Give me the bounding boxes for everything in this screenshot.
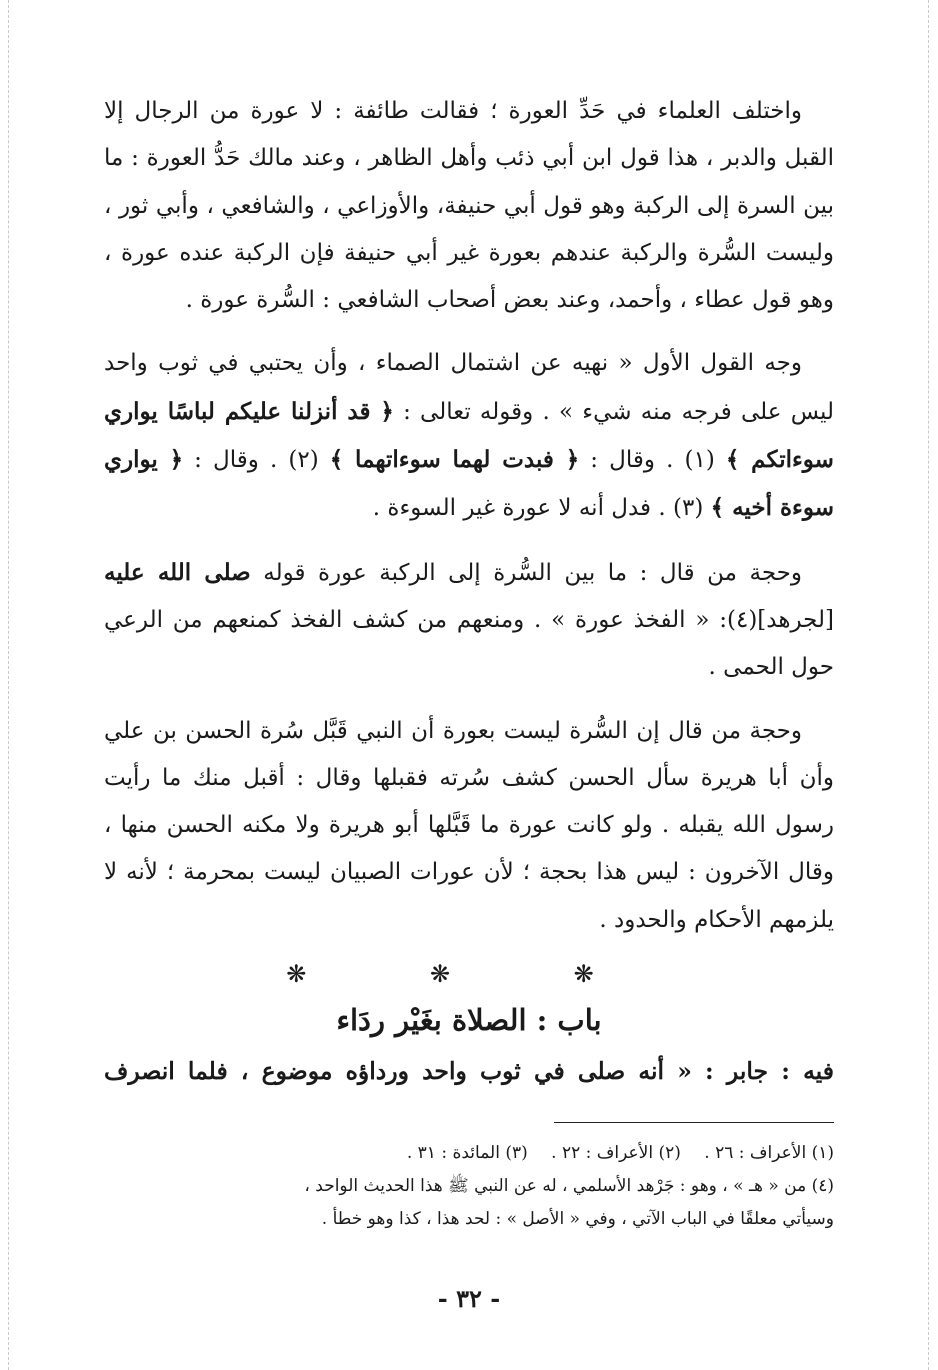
paragraph-text: (٣) . فدل أنه لا عورة غير السوءة .	[372, 495, 711, 522]
paragraph-awrah-opinions	[104, 88, 834, 324]
page-body	[104, 88, 834, 1236]
footnote-1: (١) الأعراف : ٢٦ .	[704, 1143, 834, 1164]
paragraph-text: وجه القول الأول « نهيه عن اشتمال الصماء ، وأن يحتبي في ثوب واحد ليس على فرجه منه شيء » . وقوله تعالى :	[104, 350, 835, 425]
footnote-3: (٣) المائدة : ٣١ .	[406, 1143, 528, 1164]
paragraph-first-opinion-evidence	[104, 340, 834, 532]
chapter-title: باب : الصلاة بغَيْر ردَاء	[336, 1003, 602, 1038]
chapter-opening-line: فيه : جابر : « أنه صلى في ثوب واحد ورداؤه موضوع ، فلما انصرف	[104, 1057, 834, 1086]
salutation: صلى الله عليه	[104, 558, 251, 586]
quran-verse: ﴿ قد أنزلنا عليكم لباسًا يواري سوءاتكم ﴾	[104, 397, 834, 474]
paragraph-navel-knee-evidence	[104, 549, 834, 692]
margin-guide-left	[8, 0, 9, 1370]
footnote-4-line-1: (٤) من « هـ » ، وهو : جَرْهد الأسلمي ، له عن النبي ﷺ هذا الحديث الواحد ،	[304, 1176, 834, 1197]
paragraph-text: وحجة من قال إن السُّرة ليست بعورة أن النبي قَبَّل سُرة الحسن بن علي وأن أبا هريرة سأل الحسن كشف سُرته فقبلها وقال : أقبل منك ما رأيت رسول الله يقبله . ولو كانت عورة ما قَبَّلها أبو هريرة ولا مكنه الحسن منها ، وقال الآخرون : ليس هذا بحجة ؛ لأن عورات الصبيان ليست بمحرمة ؛ لأنه لا يلزمهم الأحكام والحدود .	[104, 717, 834, 933]
quran-verse: ﴿ فبدت لهما سوءاتهما ﴾	[329, 446, 580, 474]
paragraph-text: [لجرهد](٤): « الفخذ عورة » . ومنعهم من كشف الفخذ كمنعهم من الرعي حول الحمى .	[104, 606, 834, 681]
page-number: - ٣٢ -	[437, 1284, 501, 1313]
footnote-2: (٢) الأعراف : ٢٢ .	[551, 1143, 681, 1164]
paragraph-text: واختلف العلماء في حَدِّ العورة ؛ فقالت طائفة : لا عورة من الرجال إلا القبل والدبر ، هذا قول ابن أبي ذئب وأهل الظاهر ، وعند مالك حَدُّ العورة : ما بين السرة إلى الركبة وهو قول أبي حنيفة، والأوزاعي ، والشافعي ، وأبي ثور ، وليست السُّرة والركبة عندهم بعورة غير أبي حنيفة فإن الركبة عنده عورة ، وهو قول عطاء ، وأحمد، وعند بعض أصحاب الشافعي : السُّرة عورة .	[104, 98, 834, 314]
footnotes-line-1	[104, 1137, 834, 1170]
quran-verse: ﴿ يواري سوءة أخيه ﴾	[104, 446, 834, 522]
footnote-4-line-2: وسيأتي معلقًا في الباب الآتي ، وفي « الأصل » : لحد هذا ، كذا وهو خطأ .	[321, 1209, 834, 1230]
paragraph-navel-not-awrah	[104, 708, 834, 944]
section-separator: ❋ ❋ ❋	[286, 960, 652, 989]
footnote-ref: (١) . وقال :	[579, 447, 726, 474]
margin-guide-right	[928, 0, 929, 1370]
footnote-divider	[554, 1122, 834, 1123]
footnote-ref: (٢) . وقال :	[183, 447, 330, 474]
paragraph-text: وحجة من قال : ما بين السُّرة إلى الركبة عورة قوله	[250, 559, 802, 586]
